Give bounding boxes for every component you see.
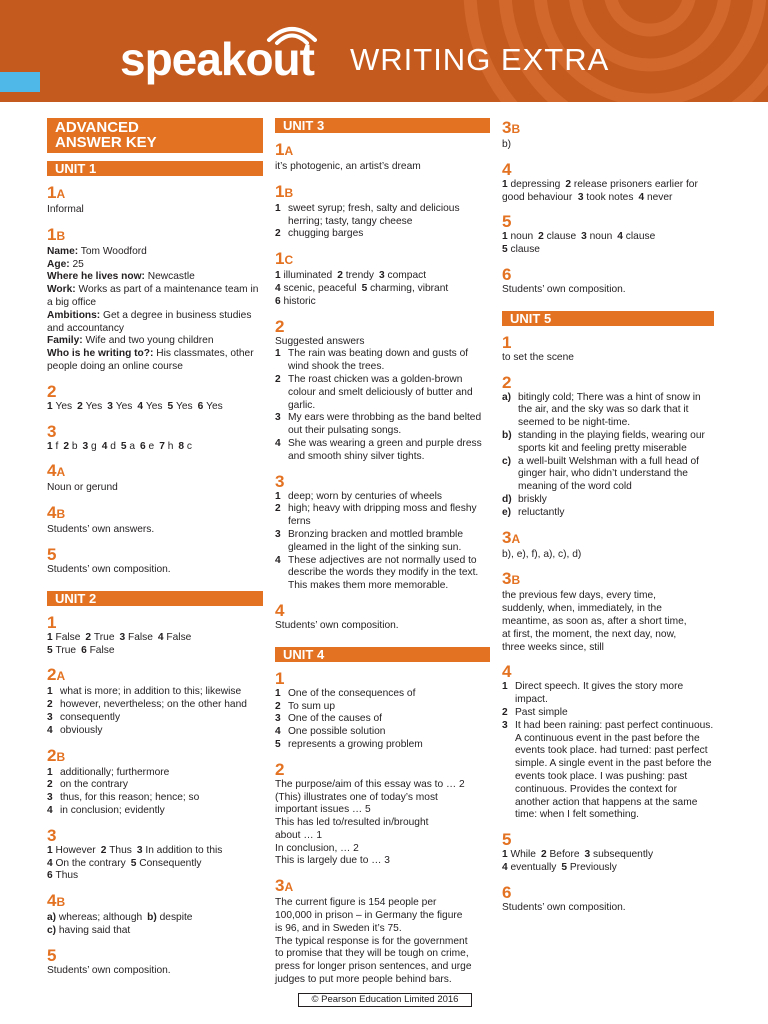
answer-line: 100,000 in prison – in Germany the figure: [275, 910, 463, 922]
exercise-5-answers-line2: [502, 244, 714, 257]
exercise-1a-label: 1A: [47, 183, 66, 202]
exercise-1-label: 1: [275, 668, 285, 688]
exercise-6-answer: Students’ own composition.: [502, 283, 626, 295]
exercise-1c-answers-line3: [275, 296, 490, 309]
answer-item: 2 Thus: [100, 844, 132, 856]
exercise-3a-answer: b), e), f), a), c), d): [502, 548, 582, 560]
answer-item: 4 eventually: [502, 861, 557, 873]
exercise-3-label: 3: [47, 421, 57, 441]
exercise-3b-answer: b): [502, 139, 512, 150]
answer-item: 1 While: [502, 849, 536, 861]
answer-line: press for longer prison sentences, and urge: [275, 961, 472, 973]
answer-row: 3 Bronzing bracken and mottled bramble gleamed in the light of the sinking sun.: [275, 528, 463, 553]
exercise-4a-answer: Noun or gerund: [47, 482, 118, 494]
exercise-2-intro: Suggested answers: [275, 335, 365, 347]
answer-row: 2 however, nevertheless; on the other hand: [47, 699, 247, 711]
exercise-3-label: 3: [275, 471, 285, 491]
answer-item: 3 False: [119, 631, 153, 643]
answer-item: 5 charming, vibrant: [361, 282, 449, 294]
answer-item: 5 Previously: [561, 861, 617, 873]
answer-item: 2 Before: [540, 849, 580, 861]
unit-5-heading: UNIT 5: [502, 311, 714, 326]
answer-line: In conclusion, … 2: [275, 842, 359, 854]
exercise-3-answers-line3: [47, 870, 263, 883]
exercise-1c-label: 1C: [275, 249, 294, 269]
exercise-1b-label: 1B: [47, 224, 66, 244]
exercise-1a-label: 1A: [275, 140, 294, 159]
exercise-5-label: 5: [47, 544, 57, 564]
column-3: [502, 118, 714, 914]
answer-item: 4 On the contrary: [47, 857, 126, 869]
exercise-2-answers: [47, 401, 263, 414]
answer-item: 2 b: [63, 440, 78, 452]
exercise-2-answers: [275, 348, 490, 463]
answer-row: 3 thus, for this reason; hence; so: [47, 792, 200, 804]
answer-item: 1 False: [47, 631, 81, 643]
answer-line: This is largely due to … 3: [275, 855, 390, 867]
exercise-1c-answers-line2: [275, 283, 490, 296]
answer-item: a) whereas; although: [47, 912, 143, 924]
profile-field: Who is he writing to?: His classmates, other people doing an online course: [47, 348, 254, 372]
answer-line: is 96, and in Sweden it’s 75.: [275, 922, 402, 934]
answer-item: 2 release prisoners earlier for: [565, 178, 698, 190]
exercise-3b-answer: [502, 590, 714, 654]
exercise-5-label: 5: [47, 945, 57, 965]
answer-row: e) reluctantly: [502, 506, 565, 518]
exercise-3-answers-line2: [47, 858, 263, 871]
answer-item: 4 scenic, peaceful: [275, 282, 357, 294]
exercise-5-answers-line1: [502, 849, 714, 862]
answer-item: 2 Yes: [77, 400, 103, 412]
answer-row: 1 One of the consequences of: [275, 687, 416, 699]
answer-line: at first, the moment, the next day, now,: [502, 628, 677, 640]
answer-item: 5 clause: [502, 244, 540, 256]
answer-item: 1 noun: [502, 231, 534, 243]
answer-line: The current figure is 154 people per: [275, 897, 437, 909]
exercise-1b-answers: [275, 203, 490, 241]
exercise-4b-label: 4B: [47, 503, 66, 523]
answer-row: c) a well-built Welshman with a full head of ginger hair, who didn’t understand the meaning of the word cold: [502, 455, 700, 493]
exercise-2-label: 2: [275, 316, 285, 336]
profile-field: Age: 25: [47, 258, 84, 270]
series-title: WRITING EXTRA: [350, 42, 610, 77]
answer-row: 4 These adjectives are not normally used to describe the words they modify in the text. This makes them more memorable.: [275, 554, 479, 592]
answer-key-title: ADVANCED ANSWER KEY: [47, 118, 263, 153]
answer-row: 4 One possible solution: [275, 726, 386, 738]
answer-item: 4 never: [638, 191, 673, 203]
answer-row: 2 on the contrary: [47, 779, 128, 791]
answer-item: 4 False: [157, 631, 192, 643]
answer-item: 1 depressing: [502, 178, 561, 190]
answer-item: 3 In addition to this: [136, 844, 223, 856]
answer-line: the previous few days, every time,: [502, 590, 657, 602]
header-banner: speakout WRITING EXTRA: [0, 0, 768, 102]
answer-row: 5 represents a growing problem: [275, 738, 423, 750]
exercise-5-answer: Students’ own composition.: [47, 964, 171, 976]
answer-item: 4 Yes: [137, 400, 163, 412]
exercise-5-answers-line1: [502, 231, 714, 244]
exercise-1-label: 1: [502, 332, 512, 352]
answer-row: 1 what is more; in addition to this; likewise: [47, 686, 242, 698]
exercise-1-answers-line1: [47, 632, 263, 645]
answer-line: three weeks since, still: [502, 641, 604, 653]
answer-item: 5 True: [47, 644, 77, 656]
answer-row: 4 in conclusion; evidently: [47, 804, 165, 816]
exercise-1c-answers-line1: [275, 270, 490, 283]
answer-item: 6 historic: [275, 295, 316, 307]
answer-row: 2 chugging barges: [275, 228, 364, 240]
answer-item: 6 False: [81, 644, 115, 656]
sound-waves-icon: [257, 16, 327, 46]
answer-item: 1 illuminated: [275, 270, 333, 282]
profile-field: Work: Works as part of a maintenance team in a big office: [47, 284, 259, 308]
exercise-4-answers: [502, 681, 714, 822]
answer-row: 2 To sum up: [275, 700, 335, 712]
answer-item: 2 clause: [538, 231, 577, 243]
answer-row: 1 Direct speech. It gives the story more impact.: [502, 681, 684, 706]
answer-row: a) bitingly cold; There was a hint of snow in the air, and the sky was so dark that it seemed to be night-time.: [502, 391, 701, 429]
exercise-1a-answer: it’s photogenic, an artist’s dream: [275, 161, 421, 172]
column-2: [275, 118, 490, 987]
answer-line: to promise that they will be tough on crime,: [275, 948, 469, 960]
answer-row: 3 My ears were throbbing as the band belted out their pulsating songs.: [275, 412, 482, 437]
answer-item: 6 Yes: [197, 400, 223, 412]
exercise-5-label: 5: [502, 830, 512, 850]
answer-item: 4 clause: [617, 231, 656, 243]
answer-item: 1 Yes: [47, 400, 73, 412]
answer-row: 1 deep; worn by centuries of wheels: [275, 490, 443, 502]
exercise-2-label: 2: [47, 381, 57, 401]
exercise-5-answers-line2: [502, 862, 714, 875]
exercise-5-label: 5: [502, 212, 512, 232]
exercise-3-answers-line1: [47, 845, 263, 858]
answer-item: 4 d: [101, 440, 116, 452]
answer-row: 4 She was wearing a green and purple dress and smooth shiny silver tights.: [275, 437, 482, 462]
exercise-4b-answers-line1: [47, 912, 263, 925]
exercise-2-label: 2: [275, 759, 285, 779]
copyright-notice: © Pearson Education Limited 2016: [298, 993, 472, 1007]
exercise-2b-answers: [47, 767, 263, 818]
answer-row: 2 The roast chicken was a golden-brown colour and smelt deliciously of butter and garlic.: [275, 373, 473, 411]
exercise-3-label: 3: [47, 825, 57, 845]
exercise-1b-label: 1B: [275, 181, 294, 201]
answer-row: d) briskly: [502, 493, 547, 505]
exercise-6-label: 6: [502, 882, 512, 902]
profile-field: Name: Tom Woodford: [47, 245, 147, 257]
exercise-4-answers-line1: [502, 179, 714, 192]
answer-item: 3 g: [82, 440, 97, 452]
answer-item: 2 trendy: [337, 270, 375, 282]
answer-item: 3 noun: [581, 231, 613, 243]
answer-row: 4 obviously: [47, 724, 103, 736]
exercise-5-answer: Students’ own composition.: [47, 563, 171, 575]
answer-item: 2 True: [85, 631, 115, 643]
answer-row: 3 It had been raining: past perfect continuous. A continuous event in the past before the events took place. had turned: past perfect simple. A single event in the past before the events took place. I was pushing: past continuous. Provides the context for another action that happens at the same time: when I felt something.: [502, 719, 714, 821]
exercise-1a-answer: Informal: [47, 204, 84, 215]
exercise-1-answers-line2: [47, 645, 263, 658]
answer-item: 3 took notes: [577, 191, 634, 203]
exercise-3-answers: [47, 441, 263, 454]
exercise-3b-label: 3B: [502, 118, 521, 137]
unit-2-heading: UNIT 2: [47, 591, 263, 606]
answer-row: 3 One of the causes of: [275, 713, 383, 725]
exercise-3-answers: [275, 491, 490, 593]
exercise-4b-answers-line2: [47, 925, 263, 938]
exercise-2b-label: 2B: [47, 745, 66, 765]
exercise-1b-answers: [47, 246, 263, 374]
exercise-1-answers: [275, 688, 490, 752]
exercise-4a-label: 4A: [47, 461, 66, 481]
answer-item: 5 a: [120, 440, 136, 452]
answer-item: 7 h: [159, 440, 174, 452]
exercise-3b-label: 3B: [502, 569, 521, 589]
answer-item: 3 subsequently: [584, 849, 654, 861]
answer-row: 1 sweet syrup; fresh, salty and delicious herring; tasty, tangy cheese: [275, 202, 460, 227]
answer-line: suddenly, when, immediately, in the: [502, 603, 662, 615]
unit-4-heading: UNIT 4: [275, 647, 490, 662]
exercise-2a-answers: [47, 686, 263, 737]
exercise-2-answers: [502, 392, 714, 520]
answer-line: meantime, as soon as, after a short time,: [502, 615, 687, 627]
answer-line: The purpose/aim of this essay was to … 2: [275, 778, 465, 790]
answer-row: 3 consequently: [47, 711, 121, 723]
answer-line: This has led to/resulted in/brought: [275, 817, 429, 829]
exercise-1-label: 1: [47, 612, 57, 632]
answer-item: 1 However: [47, 844, 96, 856]
answer-item: 1 f: [47, 440, 59, 452]
exercise-2-label: 2: [502, 372, 512, 392]
answer-row: 1 additionally; furthermore: [47, 766, 170, 778]
answer-item: 3 Yes: [107, 400, 133, 412]
answer-line: about … 1: [275, 829, 323, 841]
answer-row: b) standing in the playing fields, wearing our sports kit and feeling pretty miserable: [502, 429, 705, 454]
exercise-4-answers-line2: good behaviour 3 took notes 4 never: [502, 191, 673, 203]
answer-item: 3 compact: [379, 270, 427, 282]
answer-line: judges to put more people behind bars.: [275, 974, 452, 986]
profile-field: Family: Wife and two young children: [47, 335, 214, 347]
answer-item: b) despite: [147, 912, 193, 924]
answer-item: c) having said that: [47, 924, 131, 936]
answer-item: 8 c: [178, 440, 192, 452]
exercise-3a-answer: [275, 897, 490, 987]
exercise-4-label: 4: [502, 662, 512, 682]
answer-row: 1 The rain was beating down and gusts of wind shook the trees.: [275, 348, 469, 373]
exercise-2a-label: 2A: [47, 665, 66, 685]
column-1: [47, 118, 263, 978]
blue-accent-strip: [0, 72, 40, 92]
answer-row: 2 high; heavy with dripping moss and fleshy ferns: [275, 503, 477, 528]
exercise-6-answer: Students’ own composition.: [502, 901, 626, 913]
exercise-4-label: 4: [275, 600, 285, 620]
answer-item: 5 Yes: [167, 400, 193, 412]
answer-line: The typical response is for the government: [275, 935, 468, 947]
unit-1-heading: UNIT 1: [47, 161, 263, 176]
exercise-3a-label: 3A: [502, 527, 521, 547]
exercise-4-label: 4: [502, 159, 512, 179]
answer-item: 6 Thus: [47, 870, 79, 882]
exercise-3a-label: 3A: [275, 876, 294, 896]
answer-line: important issues … 5: [275, 804, 371, 816]
exercise-4-answer: Students’ own composition.: [275, 619, 399, 631]
answer-row: 2 Past simple: [502, 706, 568, 718]
exercise-1-answer: to set the scene: [502, 351, 574, 363]
answer-item: 5 Consequently: [130, 857, 202, 869]
exercise-2-answers: [275, 779, 490, 869]
exercise-4b-answer: Students’ own answers.: [47, 524, 155, 536]
answer-line: (This) illustrates one of today’s most: [275, 791, 438, 803]
unit-3-heading: UNIT 3: [275, 118, 490, 133]
profile-field: Where he lives now: Newcastle: [47, 271, 195, 283]
exercise-6-label: 6: [502, 264, 512, 284]
profile-field: Ambitions: Get a degree in business studies and accountancy: [47, 309, 252, 334]
answer-item: 6 e: [140, 440, 155, 452]
exercise-4b-label: 4B: [47, 891, 66, 911]
